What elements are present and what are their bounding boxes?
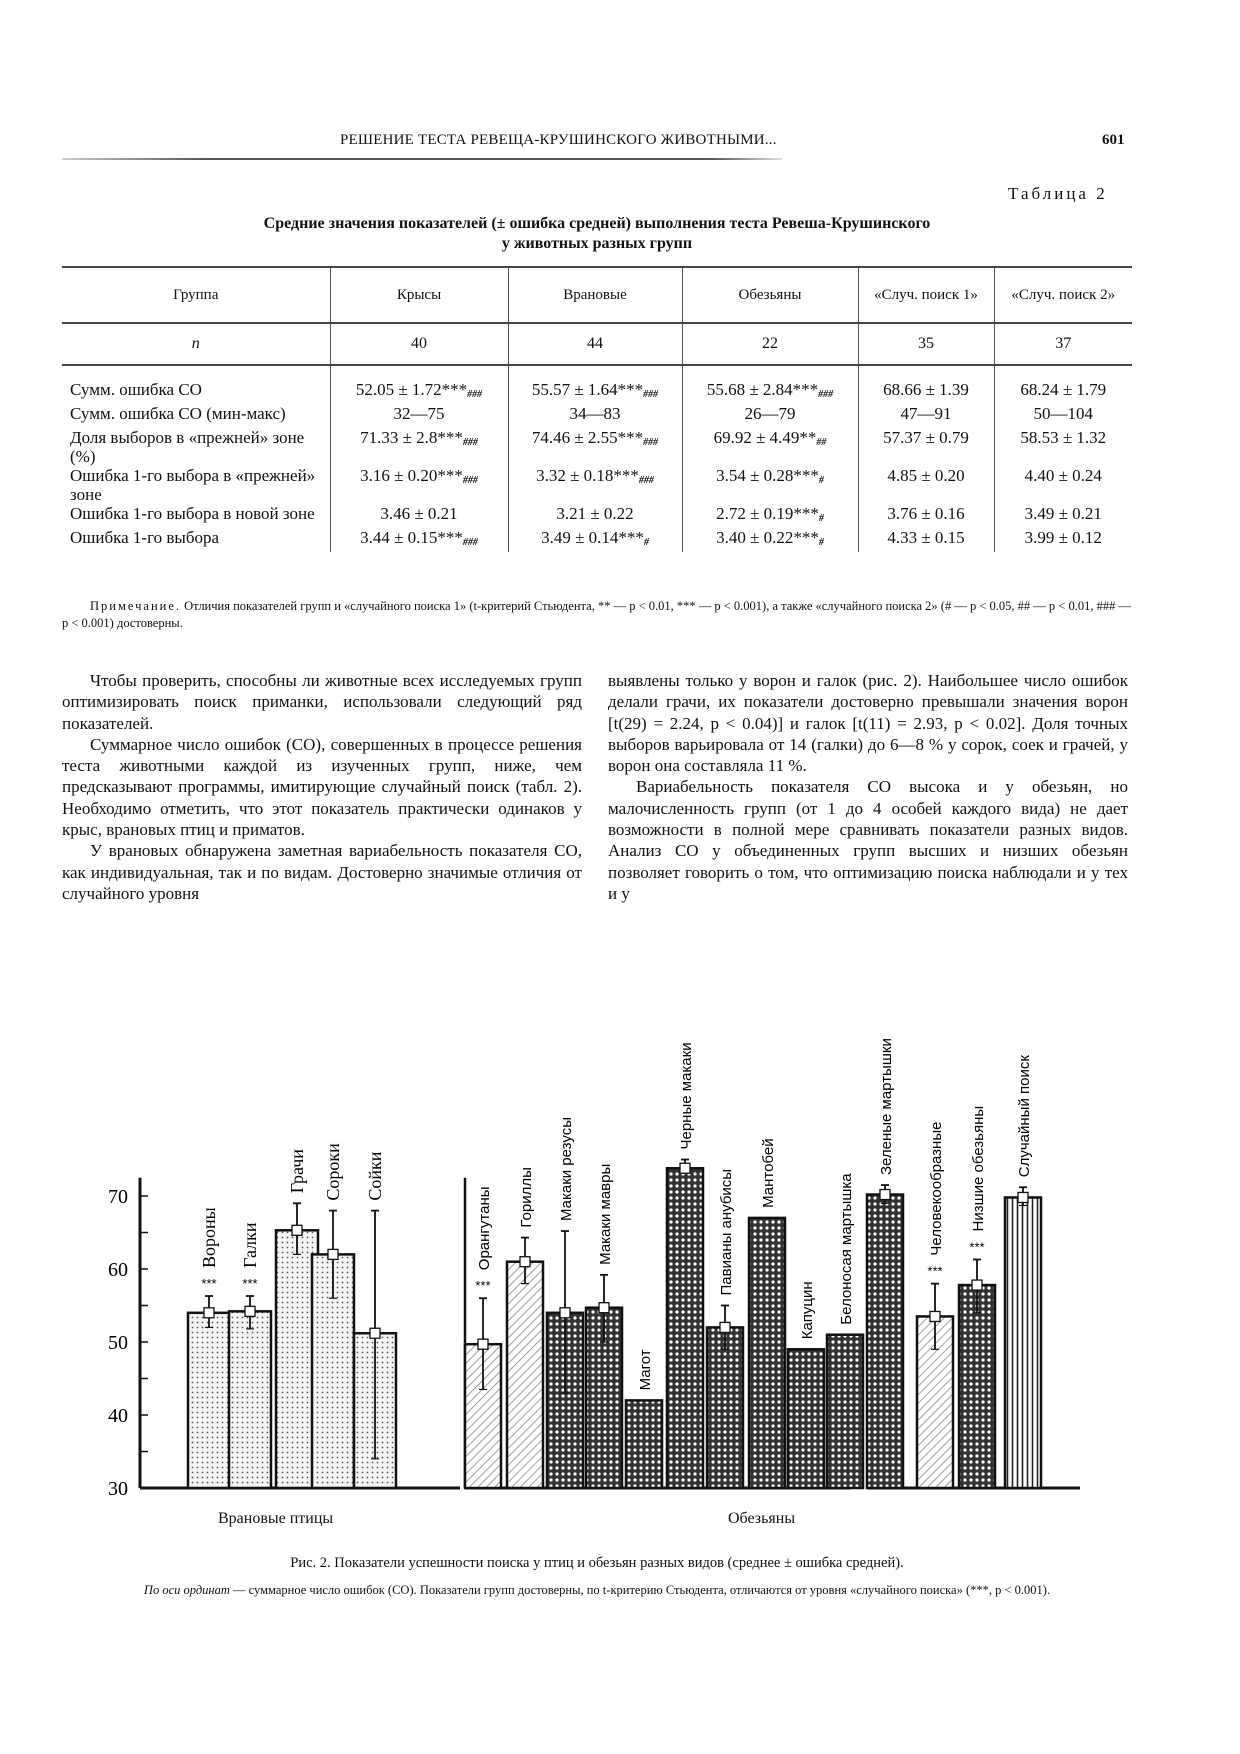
cell-number: 50—104 bbox=[1033, 404, 1093, 423]
figure-legend bbox=[62, 1582, 1132, 1599]
body-column-right bbox=[608, 670, 1128, 904]
page-number: 601 bbox=[1102, 132, 1125, 148]
n-label: n bbox=[62, 323, 330, 365]
table-title-line2: у животных разных групп bbox=[501, 235, 693, 252]
bars bbox=[188, 1038, 1041, 1488]
svg-text:Случайный поиск: Случайный поиск bbox=[1016, 1055, 1033, 1178]
table-row bbox=[62, 528, 1132, 552]
n-value: 44 bbox=[508, 323, 682, 365]
row-label: Ошибка 1-го выбора в новой зоне bbox=[70, 504, 315, 523]
paragraph: Чтобы проверить, способны ли животные всех исследуемых групп оптимизировать поиск приманки, использовали следующий ряд показателей. bbox=[62, 671, 582, 733]
svg-text:Орангутаны: Орангутаны bbox=[476, 1186, 493, 1271]
table-row bbox=[62, 504, 1132, 528]
svg-text:Макаки мавры: Макаки мавры bbox=[597, 1163, 614, 1265]
row-label: Ошибка 1-го выбора в «прежней» зоне bbox=[70, 466, 316, 504]
table-row bbox=[62, 380, 1132, 404]
table-row bbox=[62, 428, 1132, 466]
group-label-birds: Врановые птицы bbox=[218, 1510, 334, 1527]
col-header: Обезьяны bbox=[682, 267, 858, 323]
svg-text:Магот: Магот bbox=[637, 1349, 654, 1391]
table-number: Таблица 2 bbox=[1008, 184, 1108, 203]
paragraph: выявлены только у ворон и галок (рис. 2). Наибольшее число ошибок делали грачи, их показатели достоверно превышали значения ворон [t(29) = 2.24, p < 0.04)] и галок [t(11) = 2.93, p < 0.02]. Доля точных выборов варьировала от 14 (галки) до 6—8 % у сорок, соек и грачей, у ворон она составляла 11 %. bbox=[608, 671, 1128, 776]
cell-value bbox=[330, 528, 508, 552]
cell-value bbox=[330, 404, 508, 428]
cell-value bbox=[508, 380, 682, 404]
n-value: 35 bbox=[858, 323, 994, 365]
cell-value bbox=[508, 528, 682, 552]
cell-number: 58.53 ± 1.32 bbox=[1020, 428, 1107, 447]
svg-text:Белоносая мартышка: Белоносая мартышка bbox=[838, 1173, 855, 1325]
cell-value bbox=[994, 404, 1132, 428]
cell-value bbox=[858, 504, 994, 528]
cell-number: 3.44 ± 0.15*** bbox=[360, 528, 463, 547]
significance-mark: # bbox=[818, 537, 824, 548]
cell-value bbox=[330, 380, 508, 404]
n-value: 37 bbox=[994, 323, 1132, 365]
cell-value bbox=[682, 504, 858, 528]
figure-caption: Рис. 2. Показатели успешности поиска у птиц и обезьян разных видов (среднее ± ошибка средней). bbox=[290, 1555, 904, 1571]
significance-mark: ### bbox=[462, 475, 478, 486]
cell-value bbox=[858, 528, 994, 552]
legend-italic: По оси ординат bbox=[143, 1583, 230, 1597]
significance-mark: # bbox=[818, 513, 824, 524]
note-label: Примечание. bbox=[90, 599, 182, 613]
n-value: 40 bbox=[330, 323, 508, 365]
col-header: Группа bbox=[62, 267, 330, 323]
cell-number: 68.66 ± 1.39 bbox=[883, 380, 969, 399]
svg-text:60: 60 bbox=[108, 1259, 128, 1281]
svg-text:30: 30 bbox=[108, 1478, 128, 1500]
cell-value bbox=[858, 404, 994, 428]
significance-mark: ### bbox=[643, 389, 659, 400]
table-title-line1: Средние значения показателей (± ошибка средней) выполнения теста Ревеша-Крушинского bbox=[263, 215, 931, 232]
svg-text:***: *** bbox=[475, 1278, 491, 1294]
data-table bbox=[62, 266, 1132, 552]
cell-number: 68.24 ± 1.79 bbox=[1020, 380, 1107, 399]
svg-text:70: 70 bbox=[108, 1186, 128, 1208]
svg-text:Капуцин: Капуцин bbox=[799, 1281, 816, 1340]
cell-value bbox=[330, 466, 508, 504]
significance-mark: ### bbox=[467, 389, 483, 400]
svg-text:Гориллы: Гориллы bbox=[518, 1167, 535, 1228]
cell-number: 55.57 ± 1.64*** bbox=[531, 380, 644, 399]
cell-number: 57.37 ± 0.79 bbox=[883, 428, 969, 447]
cell-value bbox=[508, 404, 682, 428]
svg-text:***: *** bbox=[927, 1263, 943, 1279]
cell-value bbox=[330, 504, 508, 528]
cell-number: 2.72 ± 0.19*** bbox=[716, 504, 819, 523]
cell-number: 3.32 ± 0.18*** bbox=[536, 466, 639, 485]
cell-value bbox=[508, 466, 682, 504]
cell-number: 4.33 ± 0.15 bbox=[887, 528, 965, 547]
cell-number: 3.54 ± 0.28*** bbox=[716, 466, 819, 485]
row-label: Ошибка 1-го выбора bbox=[70, 528, 220, 547]
cell-value bbox=[994, 380, 1132, 404]
running-title: РЕШЕНИЕ ТЕСТА РЕВЕЩА-КРУШИНСКОГО ЖИВОТНЫМИ... bbox=[340, 132, 777, 148]
svg-text:Вороны: Вороны bbox=[199, 1207, 219, 1269]
legend-text: — суммарное число ошибок (СО). Показатели групп достоверны, по t-критерию Стьюдента, отличаются от уровня «случайного поиска» (***, p < 0.001). bbox=[229, 1583, 1051, 1597]
cell-number: 4.85 ± 0.20 bbox=[887, 466, 965, 485]
significance-mark: ## bbox=[816, 437, 827, 448]
svg-text:Павианы анубисы: Павианы анубисы bbox=[718, 1168, 735, 1296]
col-header: «Случ. поиск 2» bbox=[994, 267, 1132, 323]
cell-value bbox=[682, 428, 858, 466]
header-rule bbox=[62, 158, 782, 160]
cell-value bbox=[682, 528, 858, 552]
table-header-row bbox=[62, 267, 1132, 323]
cell-number: 55.68 ± 2.84*** bbox=[706, 380, 819, 399]
svg-text:Макаки резусы: Макаки резусы bbox=[558, 1117, 575, 1222]
cell-number: 69.92 ± 4.49** bbox=[713, 428, 817, 447]
svg-text:***: *** bbox=[969, 1239, 985, 1255]
cell-value bbox=[330, 428, 508, 466]
table-note bbox=[62, 598, 1132, 632]
col-header: Крысы bbox=[330, 267, 508, 323]
table-row bbox=[62, 404, 1132, 428]
significance-mark: # bbox=[818, 475, 824, 486]
svg-text:Мантобей: Мантобей bbox=[760, 1138, 777, 1208]
cell-value bbox=[508, 504, 682, 528]
svg-text:Человекообразные: Человекообразные bbox=[928, 1121, 945, 1256]
cell-value bbox=[994, 466, 1132, 504]
cell-number: 3.76 ± 0.16 bbox=[887, 504, 965, 523]
svg-text:Низшие обезьяны: Низшие обезьяны bbox=[970, 1105, 987, 1232]
cell-number: 74.46 ± 2.55*** bbox=[531, 428, 644, 447]
cell-value bbox=[858, 380, 994, 404]
cell-number: 3.49 ± 0.21 bbox=[1024, 504, 1102, 523]
paragraph: У врановых обнаружена заметная вариабельность показателя СО, как индивидуальная, так и по видам. Достоверно значимые отличия от случайного уровня bbox=[62, 841, 582, 903]
cell-number: 3.40 ± 0.22*** bbox=[716, 528, 819, 547]
cell-number: 3.21 ± 0.22 bbox=[556, 504, 634, 523]
svg-text:Черные макаки: Черные макаки bbox=[678, 1042, 695, 1150]
cell-number: 47—91 bbox=[900, 404, 952, 423]
row-label: Сумм. ошибка СО (мин-макс) bbox=[70, 404, 286, 423]
significance-mark: ### bbox=[818, 389, 834, 400]
table-row bbox=[62, 466, 1132, 504]
cell-number: 4.40 ± 0.24 bbox=[1024, 466, 1102, 485]
svg-text:40: 40 bbox=[108, 1405, 128, 1427]
cell-number: 71.33 ± 2.8*** bbox=[360, 428, 463, 447]
note-text: Отличия показателей групп и «случайного поиска 1» (t-критерий Стьюдента, ** — p < 0.01, *** — p < 0.001), а также «случайного поиска 2» (# — p < 0.05, ## — p < 0.01, ### — p < 0.001) достоверны. bbox=[62, 599, 1131, 630]
cell-value bbox=[682, 404, 858, 428]
significance-mark: ### bbox=[462, 437, 478, 448]
cell-value bbox=[682, 466, 858, 504]
bar-chart bbox=[80, 985, 1140, 1505]
svg-text:Сойки: Сойки bbox=[365, 1151, 385, 1201]
cell-value bbox=[858, 428, 994, 466]
cell-number: 52.05 ± 1.72*** bbox=[355, 380, 468, 399]
svg-text:***: *** bbox=[242, 1276, 258, 1292]
cell-number: 3.49 ± 0.14*** bbox=[541, 528, 644, 547]
cell-value bbox=[682, 380, 858, 404]
table-title bbox=[62, 214, 1132, 254]
body-column-left bbox=[62, 670, 582, 904]
svg-text:Зеленые мартышки: Зеленые мартышки bbox=[878, 1038, 895, 1176]
cell-number: 3.16 ± 0.20*** bbox=[360, 466, 463, 485]
svg-text:***: *** bbox=[201, 1276, 217, 1292]
group-label-monkeys: Обезьяны bbox=[728, 1510, 796, 1527]
cell-number: 3.46 ± 0.21 bbox=[380, 504, 458, 523]
row-label: Сумм. ошибка СО bbox=[70, 380, 202, 399]
cell-number: 26—79 bbox=[744, 404, 796, 423]
svg-text:Грачи: Грачи bbox=[287, 1149, 307, 1194]
svg-text:Галки: Галки bbox=[240, 1222, 260, 1269]
cell-number: 32—75 bbox=[393, 404, 445, 423]
svg-text:50: 50 bbox=[108, 1332, 128, 1354]
cell-number: 3.99 ± 0.12 bbox=[1024, 528, 1102, 547]
paragraph: Суммарное число ошибок (СО), совершенных в процессе решения теста животными каждой из изученных групп, ниже, чем предсказывают программы, имитирующие случайный поиск (табл. 2). Необходимо отметить, что этот показатель практически одинаков у крыс, врановых птиц и приматов. bbox=[62, 734, 582, 840]
cell-value bbox=[508, 428, 682, 466]
significance-mark: ### bbox=[643, 437, 659, 448]
cell-value bbox=[994, 504, 1132, 528]
significance-mark: # bbox=[643, 537, 649, 548]
paragraph: Вариабельность показателя СО высока и у обезьян, но малочисленность групп (от 1 до 4 особей каждого вида) не дает возможности в полной мере сравнивать показатели разных видов. Анализ СО у объединенных групп высших и низших обезьян позволяет говорить о том, что оптимизацию поиска наблюдали и у тех и у bbox=[608, 777, 1128, 903]
n-row bbox=[62, 323, 1132, 365]
row-label: Доля выборов в «прежней» зоне (%) bbox=[70, 428, 305, 466]
significance-mark: ### bbox=[638, 475, 654, 486]
cell-value bbox=[858, 466, 994, 504]
col-header: Врановые bbox=[508, 267, 682, 323]
n-value: 22 bbox=[682, 323, 858, 365]
col-header: «Случ. поиск 1» bbox=[858, 267, 994, 323]
svg-text:Сороки: Сороки bbox=[323, 1143, 343, 1201]
cell-value bbox=[994, 528, 1132, 552]
cell-value bbox=[994, 428, 1132, 466]
significance-mark: ### bbox=[462, 537, 478, 548]
cell-number: 34—83 bbox=[569, 404, 621, 423]
